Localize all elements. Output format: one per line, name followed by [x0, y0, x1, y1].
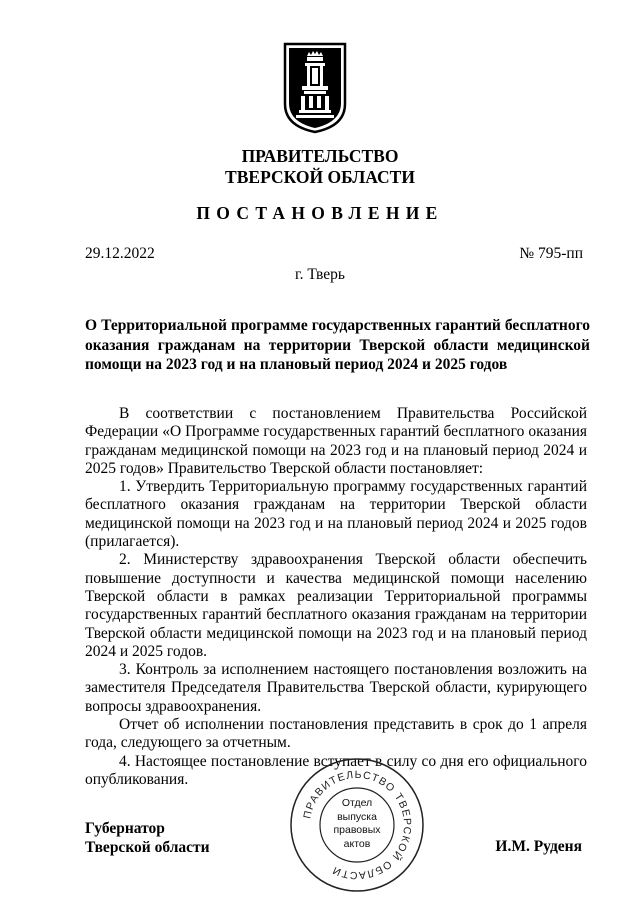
body-paragraph: В соответствии с постановлением Правительства Российской Федерации «О Программе государственных гарантий бесплатного оказания гражданам медицинской помощи на 2023 год и на плановый период 2024 и 2025 годов» Правительство Тверской области постановляет:: [85, 405, 587, 477]
body-paragraph: 2. Министерству здравоохранения Тверской области обеспечить повышение доступности и качества медицинской помощи населению Тверской области в рамках реализации Территориальной программы государственных гарантий бесплатного оказания гражданам на территории Тверской области медицинской помощи на 2023 год и на плановый период 2024 и 2025 годов.: [85, 551, 587, 660]
stamp-inner-line: правовых: [333, 824, 381, 836]
government-title-line2: ТВЕРСКОЙ ОБЛАСТИ: [225, 167, 415, 187]
stamp-inner-line: актов: [343, 837, 371, 850]
stamp-inner-text: [324, 797, 390, 851]
signatory-name: И.М. Руденя: [495, 838, 582, 855]
signatory-role: [85, 820, 210, 857]
document-city: г. Тверь: [295, 266, 345, 283]
document-number: № 795-пп: [519, 245, 583, 262]
body-paragraph: Отчет об исполнении постановления представить в срок до 1 апреля года, следующего за отчетным.: [85, 716, 587, 752]
document-date: 29.12.2022: [85, 245, 155, 262]
document-body: [85, 405, 587, 789]
signatory-role-line2: Тверской области: [85, 838, 210, 856]
body-paragraph: 4. Настоящее постановление вступает в силу со дня его официального опубликования.: [85, 752, 587, 788]
stamp-inner-line: Отдел: [341, 797, 373, 809]
stamp-inner-line: выпуска: [337, 810, 377, 823]
stamp-ring-text: ПРАВИТЕЛЬСТВО ТВЕРСКОЙ ОБЛАСТИ: [301, 768, 414, 882]
body-paragraph: 3. Контроль за исполнением настоящего постановления возложить на заместителя Председателя Правительства Тверской области, курирующего вопросы здравоохранения.: [85, 661, 587, 715]
government-title-line1: ПРАВИТЕЛЬСТВО: [241, 146, 399, 166]
tver-coat-of-arms-icon: [283, 42, 347, 134]
signatory-role-line1: Губернатор: [85, 820, 165, 837]
body-paragraph: 1. Утвердить Территориальную программу государственных гарантий бесплатного оказания гражданам на территории Тверской области медицинской помощи на 2023 год и на плановый период 2024 и 2025 годов (прилагается).: [85, 478, 587, 551]
document-type-title: ПОСТАНОВЛЕНИЕ: [196, 203, 444, 223]
document-subject: О Территориальной программе государственных гарантий бесплатного оказания гражданам на территории Тверской области медицинской помощи на 2023 год и на плановый период 2024 и 2025 годов: [85, 317, 590, 373]
